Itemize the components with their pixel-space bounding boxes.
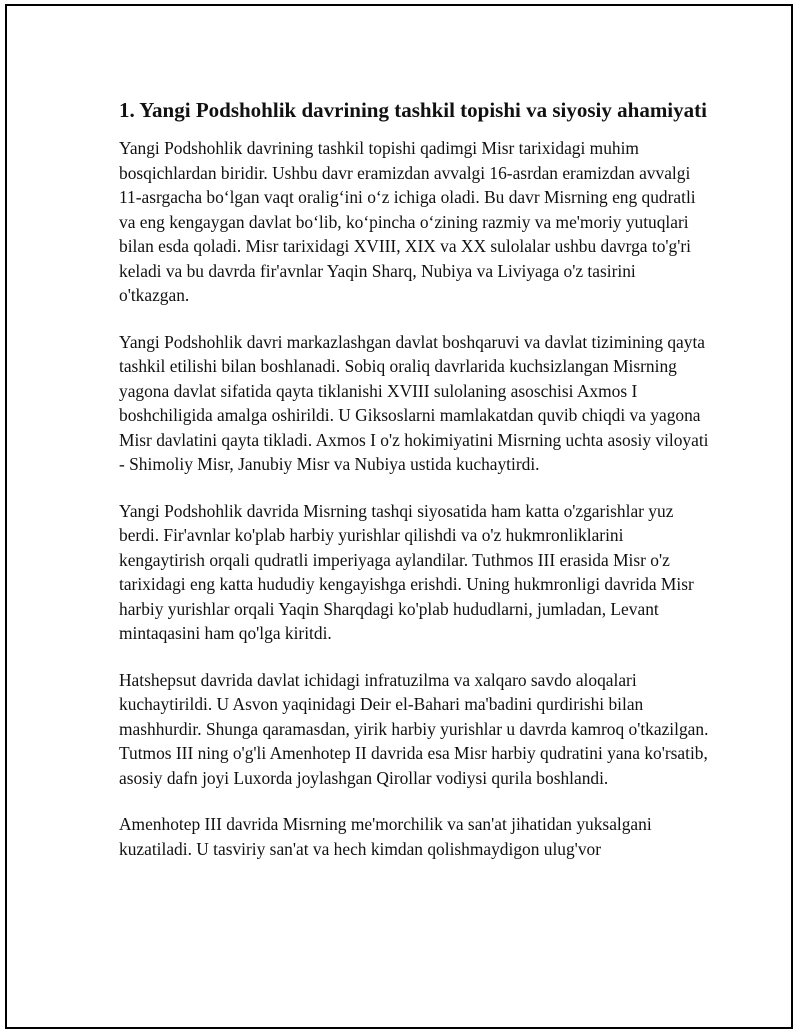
paragraph-3: Yangi Podshohlik davrida Misrning tashqi siyosatida ham katta o'zgarishlar yuz berdi. Fir'avnlar ko'plab harbiy yurishlar qilishdi va o'z hukmronliklarini kengaytirish orqali qudratli imperiyaga aylandilar. Tuthmos III erasida Misr o'z tarixidagi eng katta hududiy kengayishga erishdi. Uning hukmronligi davrida Misr harbiy yurishlar orqali Yaqin Sharqdagi ko'plab hududlarni, jumladan, Levant mintaqasini ham qo'lga kiritdi. bbox=[119, 500, 694, 643]
document-body bbox=[119, 96, 709, 883]
paragraph-1: Yangi Podshohlik davrining tashkil topishi qadimgi Misr tarixidagi muhim bosqichlardan biridir. Ushbu davr eramizdan avvalgi 16-asrdan eramizdan avvalgi 11-asrgacha bo‘lgan vaqt oralig‘ini o‘z ichiga oladi. Bu davr Misrning eng qudratli va eng kengaygan davlat bo‘lib, ko‘pincha o‘zining razmiy va me'moriy yutuqlari bilan esda qoladi. Misr tarixidagi XVIII, XIX va XX sulolalar ushbu davrga to'g'ri keladi va bu davrda fir'avnlar Yaqin Sharq, Nubiya va Liviyaga o'z tasirini o'tkazgan. bbox=[119, 138, 696, 305]
paragraph-2: Yangi Podshohlik davri markazlashgan davlat boshqaruvi va davlat tizimining qayta tashkil etilishi bilan boshlanadi. Sobiq oraliq davrlarida kuchsizlangan Misrning yagona davlat sifatida qayta tiklanishi XVIII sulolaning asoschisi Axmos I boshchiligida amalga oshirildi. U Giksoslarni mamlakatdan quvib chiqdi va yagona Misr davlatini qayta tikladi. Axmos I o'z hokimiyatini Misrning uchta asosiy viloyati - Shimoliy Misr, Janubiy Misr va Nubiya ustida kuchaytirdi. bbox=[119, 331, 709, 474]
section-heading: 1. Yangi Podshohlik davrining tashkil topishi va siyosiy ahamiyati bbox=[119, 98, 707, 122]
document-page bbox=[5, 4, 793, 1029]
paragraph-5: Amenhotep III davrida Misrning me'morchilik va san'at jihatidan yuksalgani kuzatiladi. U tasviriy san'at va hech kimdan qolishmaydigon ulug'vor bbox=[119, 814, 652, 859]
paragraph-4: Hatshepsut davrida davlat ichidagi infratuzilma va xalqaro savdo aloqalari kuchaytirildi. U Asvon yaqinidagi Deir el-Bahari ma'badini qurdirishi bilan mashhurdir. Shunga qaramasdan, yirik harbiy yurishlar u davrda kamroq o'tkazilgan. Tutmos III ning o'g'li Amenhotep II davrida esa Misr harbiy qudratini yana ko'rsatib, asosiy dafn joyi Luxorda joylashgan Qirollar vodiysi qurila boshlandi. bbox=[119, 669, 709, 788]
